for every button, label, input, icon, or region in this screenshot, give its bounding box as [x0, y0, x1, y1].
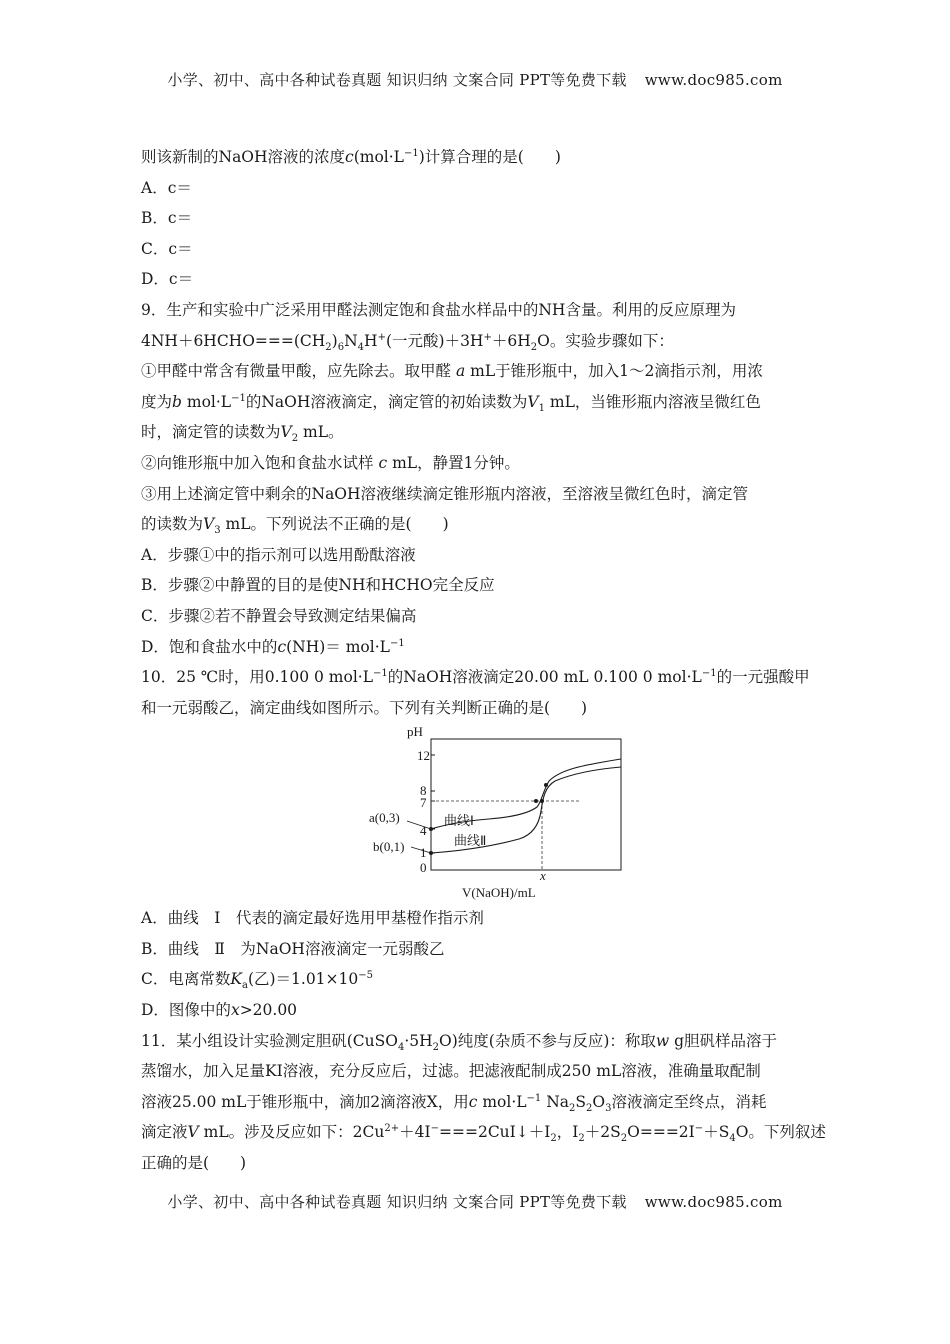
y-tick-1: 1 — [420, 845, 427, 861]
q9-step1-line1: ①甲醛中常含有微量甲酸，应先除去。取甲醛 a mL于锥形瓶中，加入1～2滴指示剂，用浓 — [141, 362, 763, 381]
q9-step3-line1: ③用上述滴定管中剩余的NaOH溶液继续滴定锥形瓶内溶液，至溶液呈微红色时，滴定管 — [141, 484, 749, 503]
q9-option-a: A．步骤①中的指示剂可以选用酚酞溶液 — [141, 545, 416, 564]
x-marker-label: x — [540, 868, 546, 884]
y-tick-0: 0 — [420, 860, 427, 876]
page-footer — [0, 1191, 950, 1212]
y-tick-12: 12 — [417, 748, 430, 764]
q11-line4: 滴定液V mL。涉及反应如下：$2Cu^{2+}+4I^-===2CuI↓+I_2$，$I_2+2S_2O===2I^-+S_4O$。下列叙述 — [141, 1123, 826, 1145]
q9-step2: ②向锥形瓶中加入饱和食盐水试样 c mL，静置1分钟。 — [141, 453, 520, 472]
q9-reaction: $4NH+6HCHO===(CH_2)_6N_4H^+$(一元酸)$+3H^++6H_2O$。实验步骤如下： — [141, 331, 674, 353]
q9-step1-line2: 度为b $mol\cdot L^{-1}$的NaOH溶液滴定，滴定管的初始读数为$V_1$ mL，当锥形瓶内溶液呈微红色 — [141, 392, 761, 414]
annotation-a: a(0,3) — [369, 810, 400, 826]
point-eq-1 — [534, 799, 538, 803]
page-header — [0, 69, 950, 90]
q10-stem-line2: 和一元弱酸乙，滴定曲线如图所示。下列有关判断正确的是( ) — [141, 698, 588, 717]
q10-option-b: B．曲线 Ⅱ 为NaOH溶液滴定一元弱酸乙 — [141, 939, 445, 958]
q9-stem-line1: 9．生产和实验中广泛采用甲醛法测定饱和食盐水样品中的NH含量。利用的反应原理为 — [141, 300, 736, 319]
q10-option-d: D．图像中的x>20.00 — [141, 1001, 298, 1020]
q11-line2: 蒸馏水，加入足量KI溶液，充分反应后，过滤。把滤液配制成250 mL溶液，准确量取配制 — [141, 1062, 761, 1081]
y-tick-8: 8 — [420, 783, 427, 799]
q9-option-b: B．步骤②中静置的目的是使NH和HCHO完全反应 — [141, 576, 495, 595]
curve-1-label: 曲线Ⅰ — [444, 813, 474, 829]
q8-option-d: D．c＝ — [141, 270, 194, 289]
q8-stem: 则该新制的NaOH溶液的浓度$c(mol\cdot L^{-1})$计算合理的是( ) — [141, 147, 561, 166]
q9-option-d: D．饱和食盐水中的$c(NH)= mol\cdot L^{-1}$ — [141, 637, 405, 656]
q10-option-a: A．曲线 Ⅰ 代表的滴定最好选用甲基橙作指示剂 — [141, 909, 484, 928]
header-text: 小学、初中、高中各种试卷真题 知识归纳 文案合同 PPT等免费下载 — [167, 71, 627, 89]
point-a — [429, 827, 433, 831]
header-site[interactable]: www.doc985.com — [644, 71, 783, 89]
titration-figure — [141, 723, 811, 903]
q10-stem-line1: 10．25 ℃时，用0.100 0 $mol\cdot L^{-1}$的NaOH溶液滴定20.00 mL 0.100 0 $mol\cdot L^{-1}$的一元强酸甲 — [141, 667, 810, 687]
annotation-b: b(0,1) — [373, 839, 405, 855]
y-tick-4: 4 — [420, 823, 427, 839]
y-axis-label: pH — [407, 725, 423, 740]
footer-text: 小学、初中、高中各种试卷真题 知识归纳 文案合同 PPT等免费下载 — [167, 1193, 627, 1211]
q8-option-c: C．c＝ — [141, 239, 193, 258]
page-content — [141, 142, 826, 1179]
x-axis-label: V(NaOH)/mL — [462, 885, 536, 901]
q8-option-b: B．c＝ — [141, 209, 193, 228]
point-high — [544, 783, 548, 787]
point-b — [429, 851, 433, 855]
point-eq-2 — [540, 799, 544, 803]
q9-step1-line3: 时，滴定管的读数为$V_2$ mL。 — [141, 423, 344, 445]
q9-step3-line2: 的读数为$V_3$ mL。下列说法不正确的是( ) — [141, 515, 449, 537]
leader-a — [407, 821, 431, 829]
q10-option-c: C．电离常数$K_a$(乙)$=1.01\times 10^{-5}$ — [141, 970, 374, 992]
y-tick-7: 7 — [420, 795, 427, 811]
q8-option-a: A．c＝ — [141, 178, 192, 197]
curve-2-label: 曲线Ⅱ — [454, 833, 487, 849]
footer-site[interactable]: www.doc985.com — [644, 1193, 783, 1211]
q11-line5: 正确的是( ) — [141, 1154, 247, 1173]
q11-line1: 11．某小组设计实验测定胆矾$(CuSO_4\cdot 5H_2O)$纯度(杂质不参与反应)：称取w g胆矾样品溶于 — [141, 1031, 778, 1053]
q9-option-c: C．步骤②若不静置会导致测定结果偏高 — [141, 606, 417, 625]
titration-chart — [369, 725, 629, 900]
q11-line3: 溶液25.00 mL于锥形瓶中，滴加2滴溶液X，用c $mol\cdot L^{-1}$ $Na_2S_2O_3$溶液滴定至终点，消耗 — [141, 1092, 767, 1114]
